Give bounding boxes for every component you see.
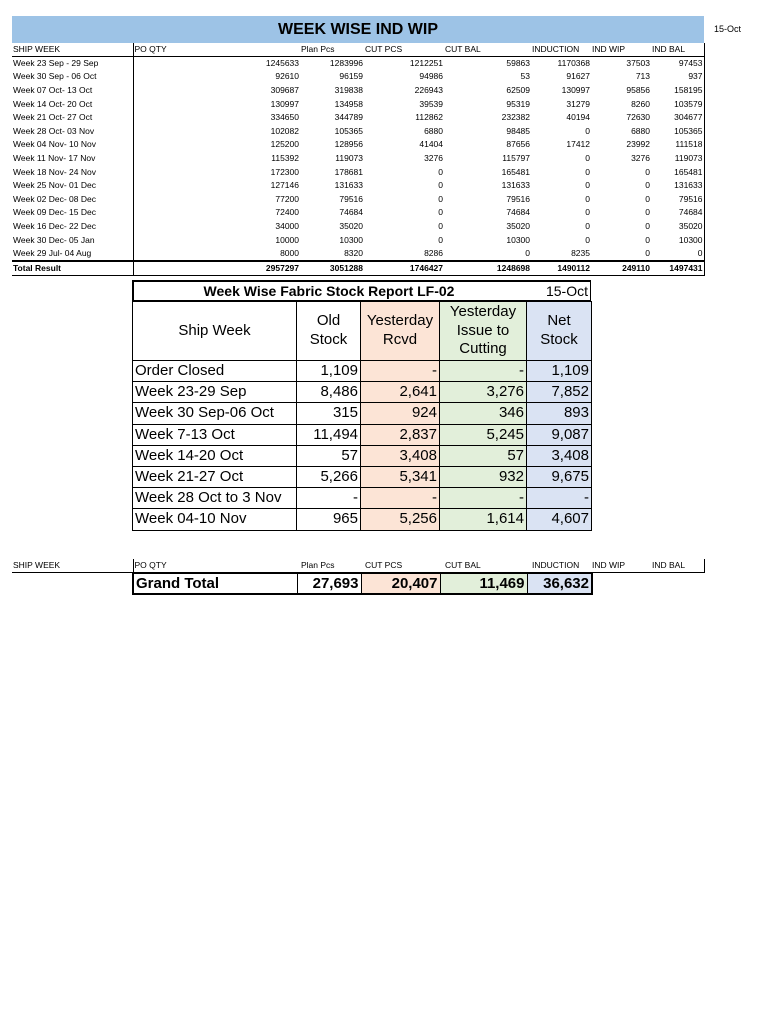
grand-total-cell: 20,407 bbox=[361, 573, 440, 594]
fabric-header-cell: Net Stock bbox=[527, 302, 592, 361]
fabric-cell: 1,109 bbox=[297, 361, 361, 382]
wip-cell: 0 bbox=[585, 234, 590, 245]
wip-cell: 10300 bbox=[651, 233, 704, 247]
fabric-header-cell: Ship Week bbox=[133, 302, 297, 361]
wip-cell: 40194 bbox=[566, 112, 590, 123]
wip-cell: Plan Pcs bbox=[300, 43, 364, 57]
wip-cell: Week 18 Nov- 24 Nov bbox=[12, 165, 133, 179]
wip-cell: 0 bbox=[585, 180, 590, 191]
wip-cell: 72630 bbox=[626, 112, 650, 123]
wip-cell: 102082 bbox=[270, 125, 299, 136]
wip-cell: 304677 bbox=[651, 111, 704, 125]
wip-cell: 59863 bbox=[506, 58, 530, 69]
table-row bbox=[133, 424, 592, 445]
wip-cell: Week 29 Jul- 04 Aug bbox=[12, 247, 133, 261]
fabric-cell: 893 bbox=[527, 403, 592, 424]
table-row bbox=[12, 206, 704, 220]
fabric-cell: 2,837 bbox=[361, 424, 440, 445]
table-row bbox=[133, 445, 592, 466]
wip-cell: 0 bbox=[645, 207, 650, 218]
wip-cell: 0 bbox=[645, 247, 650, 258]
wip-cell: 226943 bbox=[414, 85, 443, 96]
wip-cell: 119073 bbox=[335, 153, 363, 164]
wip-cell: Week 04 Nov- 10 Nov bbox=[12, 138, 133, 152]
wip-cell: 130997 bbox=[561, 85, 590, 96]
fabric-cell: Week 04-10 Nov bbox=[133, 509, 297, 530]
grand-total-row bbox=[133, 573, 592, 594]
fabric-cell: 57 bbox=[297, 445, 361, 466]
wip-cell: 0 bbox=[585, 125, 590, 136]
wip-cell: 6880 bbox=[424, 125, 443, 136]
wip-cell: 0 bbox=[651, 247, 704, 261]
table-row bbox=[12, 179, 704, 193]
wip-cell: 131633 bbox=[651, 179, 704, 193]
grand-total-block bbox=[132, 572, 593, 595]
fabric-cell: 932 bbox=[440, 466, 527, 487]
fabric-cell: 5,341 bbox=[361, 466, 440, 487]
wip-cell: Week 07 Oct- 13 Oct bbox=[12, 84, 133, 98]
table-row bbox=[12, 125, 704, 139]
wip-cell: 0 bbox=[438, 180, 443, 191]
grand-total-cell: 36,632 bbox=[527, 573, 592, 594]
wip-cell: 309687 bbox=[270, 85, 299, 96]
wip-cell: 232382 bbox=[501, 112, 530, 123]
fabric-cell: Week 30 Sep-06 Oct bbox=[133, 403, 297, 424]
wip-cell: 0 bbox=[438, 166, 443, 177]
wip-cell: 1490112 bbox=[531, 261, 591, 276]
wip-cell: 34000 bbox=[275, 221, 299, 232]
wip-cell: 35020 bbox=[339, 221, 363, 232]
grand-total-cell: Grand Total bbox=[133, 573, 297, 594]
fabric-cell: 9,675 bbox=[527, 466, 592, 487]
wip-cell: 0 bbox=[438, 221, 443, 232]
wip-cell: 0 bbox=[585, 166, 590, 177]
wip-cell: 111518 bbox=[651, 138, 704, 152]
wip-total-row bbox=[12, 261, 704, 276]
wip-cell: Week 23 Sep - 29 Sep bbox=[12, 57, 133, 71]
wip-cell: 35020 bbox=[506, 221, 530, 232]
wip-cell: Week 11 Nov- 17 Nov bbox=[12, 152, 133, 166]
wip-cell: 97453 bbox=[651, 57, 704, 71]
wip-cell: 35020 bbox=[651, 220, 704, 234]
fabric-date: 15-Oct bbox=[545, 283, 588, 299]
fabric-header-cell: Old Stock bbox=[297, 302, 361, 361]
wip-cell: 249110 bbox=[591, 261, 651, 276]
wip-cell: 23992 bbox=[626, 139, 650, 150]
wip-cell: Week 28 Oct- 03 Nov bbox=[12, 125, 133, 139]
fabric-cell: - bbox=[440, 488, 527, 509]
wip-cell: 131633 bbox=[334, 180, 363, 191]
wip-cell: 0 bbox=[585, 193, 590, 204]
wip-cell: Plan Pcs bbox=[300, 559, 364, 573]
wip-cell: 319838 bbox=[334, 85, 363, 96]
wip-cell: 1283996 bbox=[329, 58, 363, 69]
wip-cell: 74684 bbox=[651, 206, 704, 220]
fabric-cell: 1,109 bbox=[527, 361, 592, 382]
wip-cell: IND BAL bbox=[651, 559, 704, 573]
wip-cell: 39539 bbox=[419, 98, 443, 109]
wip-header-row bbox=[12, 43, 704, 57]
table-row bbox=[12, 220, 704, 234]
fabric-cell: Week 23-29 Sep bbox=[133, 382, 297, 403]
table-row bbox=[12, 193, 704, 207]
fabric-title-row bbox=[132, 280, 591, 301]
wip-cell: 1248698 bbox=[444, 261, 531, 276]
wip-cell: 8286 bbox=[424, 247, 443, 258]
wip-cell: 79516 bbox=[506, 193, 530, 204]
fabric-cell: 4,607 bbox=[527, 509, 592, 530]
wip-cell: 125200 bbox=[270, 139, 299, 150]
wip-cell: 3276 bbox=[424, 153, 443, 164]
wip-cell: 8000 bbox=[280, 247, 299, 258]
wip-cell: 1497431 bbox=[651, 261, 704, 276]
wip-cell: 0 bbox=[525, 247, 530, 258]
fabric-cell: 346 bbox=[440, 403, 527, 424]
fabric-cell: Week 14-20 Oct bbox=[133, 445, 297, 466]
wip-cell: 10300 bbox=[506, 234, 530, 245]
wip-cell: 115392 bbox=[271, 153, 299, 164]
wip-cell: CUT PCS bbox=[364, 559, 444, 573]
table-row bbox=[12, 97, 704, 111]
table-row bbox=[133, 466, 592, 487]
wip-cell: 92610 bbox=[275, 71, 299, 82]
wip-cell: 0 bbox=[645, 193, 650, 204]
table-row bbox=[133, 403, 592, 424]
fabric-cell: 3,408 bbox=[361, 445, 440, 466]
wip-cell: 31279 bbox=[566, 98, 590, 109]
wip-cell: 10300 bbox=[339, 234, 363, 245]
wip-cell: 0 bbox=[585, 153, 590, 164]
fabric-cell: 11,494 bbox=[297, 424, 361, 445]
fabric-cell: - bbox=[527, 488, 592, 509]
wip-cell: 95319 bbox=[506, 98, 530, 109]
fabric-cell: 5,245 bbox=[440, 424, 527, 445]
wip-cell: 1170368 bbox=[557, 58, 590, 69]
wip-cell: Week 30 Dec- 05 Jan bbox=[12, 233, 133, 247]
wip-cell: 0 bbox=[645, 221, 650, 232]
grand-total-cell: 27,693 bbox=[297, 573, 361, 594]
wip-cell: INDUCTION bbox=[531, 43, 591, 57]
fabric-cell: 7,852 bbox=[527, 382, 592, 403]
footer-header-row bbox=[12, 559, 704, 573]
wip-cell: 1212251 bbox=[409, 58, 443, 69]
wip-cell: 0 bbox=[438, 234, 443, 245]
wip-table bbox=[12, 43, 705, 276]
wip-cell: Week 09 Dec- 15 Dec bbox=[12, 206, 133, 220]
fabric-table bbox=[132, 301, 592, 531]
wip-cell: 158195 bbox=[651, 84, 704, 98]
fabric-cell: 9,087 bbox=[527, 424, 592, 445]
wip-cell: 10000 bbox=[275, 234, 299, 245]
wip-cell: 0 bbox=[585, 221, 590, 232]
wip-cell: IND BAL bbox=[651, 43, 704, 57]
table-row bbox=[133, 361, 592, 382]
wip-cell: 2957297 bbox=[133, 261, 300, 276]
wip-cell: SHIP WEEK bbox=[12, 559, 133, 573]
fabric-stock-report bbox=[132, 280, 591, 531]
fabric-cell: - bbox=[361, 488, 440, 509]
fabric-cell: 315 bbox=[297, 403, 361, 424]
wip-cell: 96159 bbox=[339, 71, 363, 82]
wip-cell: 178681 bbox=[334, 166, 363, 177]
wip-cell: 165481 bbox=[501, 166, 530, 177]
fabric-cell: Week 28 Oct to 3 Nov bbox=[133, 488, 297, 509]
wip-cell: 103579 bbox=[651, 97, 704, 111]
fabric-cell: - bbox=[440, 361, 527, 382]
fabric-cell: Week 7-13 Oct bbox=[133, 424, 297, 445]
wip-cell: 87656 bbox=[506, 139, 530, 150]
grand-total-cell: 11,469 bbox=[440, 573, 527, 594]
wip-cell: CUT PCS bbox=[364, 43, 444, 57]
wip-cell: 8235 bbox=[571, 247, 590, 258]
fabric-header-cell: Yesterday Issue to Cutting bbox=[440, 302, 527, 361]
wip-cell: 105365 bbox=[651, 125, 704, 139]
wip-cell: 127146 bbox=[270, 180, 299, 191]
grand-total-table bbox=[132, 572, 593, 595]
wip-date: 15-Oct bbox=[714, 24, 742, 34]
wip-cell: 0 bbox=[645, 234, 650, 245]
wip-cell: Week 25 Nov- 01 Dec bbox=[12, 179, 133, 193]
wip-cell: Total Result bbox=[12, 261, 133, 276]
fabric-cell: 965 bbox=[297, 509, 361, 530]
wip-cell: 17412 bbox=[566, 139, 590, 150]
wip-cell: 112862 bbox=[415, 112, 443, 123]
wip-cell: 165481 bbox=[651, 165, 704, 179]
wip-cell: 172300 bbox=[270, 166, 299, 177]
wip-cell: 1746427 bbox=[364, 261, 444, 276]
fabric-cell: - bbox=[297, 488, 361, 509]
wip-cell: Week 16 Dec- 22 Dec bbox=[12, 220, 133, 234]
wip-cell: 1245633 bbox=[265, 58, 299, 69]
fabric-cell: 3,408 bbox=[527, 445, 592, 466]
wip-title: WEEK WISE IND WIP bbox=[278, 21, 438, 38]
wip-cell: 72400 bbox=[275, 207, 299, 218]
wip-cell: Week 21 Oct- 27 Oct bbox=[12, 111, 133, 125]
wip-cell: 713 bbox=[635, 71, 650, 82]
wip-cell: 3051288 bbox=[300, 261, 364, 276]
fabric-title: Week Wise Fabric Stock Report LF-02 bbox=[203, 283, 455, 299]
wip-cell: 119073 bbox=[651, 152, 704, 166]
table-row bbox=[12, 233, 704, 247]
wip-cell: 53 bbox=[520, 71, 530, 82]
fabric-cell: 1,614 bbox=[440, 509, 527, 530]
wip-cell: 37503 bbox=[626, 58, 650, 69]
fabric-header-cell: Yesterday Rcvd bbox=[361, 302, 440, 361]
wip-cell: PO QTY bbox=[133, 43, 300, 57]
wip-cell: 334650 bbox=[270, 112, 299, 123]
wip-cell: 0 bbox=[438, 207, 443, 218]
wip-cell: IND WIP bbox=[591, 559, 651, 573]
wip-cell: 74684 bbox=[506, 207, 530, 218]
wip-cell: 79516 bbox=[339, 193, 363, 204]
wip-cell: 8260 bbox=[631, 98, 650, 109]
table-row bbox=[12, 152, 704, 166]
wip-cell: 131633 bbox=[501, 180, 530, 191]
fabric-cell: 3,276 bbox=[440, 382, 527, 403]
fabric-cell: Week 21-27 Oct bbox=[133, 466, 297, 487]
wip-cell: 128956 bbox=[334, 139, 363, 150]
fabric-cell: 57 bbox=[440, 445, 527, 466]
wip-cell: 130997 bbox=[270, 98, 299, 109]
table-row bbox=[12, 138, 704, 152]
fabric-cell: 5,266 bbox=[297, 466, 361, 487]
wip-cell: 3276 bbox=[631, 153, 650, 164]
table-row bbox=[133, 488, 592, 509]
wip-cell: 94986 bbox=[419, 71, 443, 82]
wip-cell: 91627 bbox=[566, 71, 590, 82]
table-row bbox=[12, 84, 704, 98]
wip-cell: 41404 bbox=[419, 139, 443, 150]
wip-cell: PO QTY bbox=[133, 559, 300, 573]
table-row bbox=[12, 247, 704, 261]
wip-cell: 134958 bbox=[334, 98, 363, 109]
table-row bbox=[12, 165, 704, 179]
wip-cell: 77200 bbox=[275, 193, 299, 204]
wip-cell: INDUCTION bbox=[531, 559, 591, 573]
wip-cell: CUT BAL bbox=[444, 43, 531, 57]
wip-cell: Week 02 Dec- 08 Dec bbox=[12, 193, 133, 207]
wip-cell: 6880 bbox=[631, 125, 650, 136]
fabric-cell: 8,486 bbox=[297, 382, 361, 403]
fabric-cell: 924 bbox=[361, 403, 440, 424]
wip-cell: 0 bbox=[585, 207, 590, 218]
wip-cell: 937 bbox=[651, 70, 704, 84]
wip-cell: Week 14 Oct- 20 Oct bbox=[12, 97, 133, 111]
wip-cell: IND WIP bbox=[591, 43, 651, 57]
fabric-cell: 2,641 bbox=[361, 382, 440, 403]
fabric-header-row bbox=[133, 302, 592, 361]
wip-cell: 74684 bbox=[339, 207, 363, 218]
wip-cell: CUT BAL bbox=[444, 559, 531, 573]
wip-cell: 115797 bbox=[502, 153, 530, 164]
wip-cell: 95856 bbox=[626, 85, 650, 96]
wip-cell: SHIP WEEK bbox=[12, 43, 133, 57]
wip-cell: 105365 bbox=[334, 125, 363, 136]
wip-cell: 98485 bbox=[506, 125, 530, 136]
wip-title-bar bbox=[12, 16, 704, 43]
fabric-cell: - bbox=[361, 361, 440, 382]
fabric-cell: 5,256 bbox=[361, 509, 440, 530]
footer-header-table bbox=[12, 559, 705, 573]
wip-cell: 79516 bbox=[651, 193, 704, 207]
table-row bbox=[12, 57, 704, 71]
wip-cell: 0 bbox=[645, 166, 650, 177]
wip-cell: 344789 bbox=[334, 112, 363, 123]
wip-cell: 0 bbox=[438, 193, 443, 204]
fabric-cell: Order Closed bbox=[133, 361, 297, 382]
wip-cell: 62509 bbox=[506, 85, 530, 96]
table-row bbox=[133, 382, 592, 403]
table-row bbox=[133, 509, 592, 530]
wip-cell: Week 30 Sep - 06 Oct bbox=[12, 70, 133, 84]
wip-cell: 8320 bbox=[344, 247, 363, 258]
table-row bbox=[12, 70, 704, 84]
table-row bbox=[12, 111, 704, 125]
wip-cell: 0 bbox=[645, 180, 650, 191]
